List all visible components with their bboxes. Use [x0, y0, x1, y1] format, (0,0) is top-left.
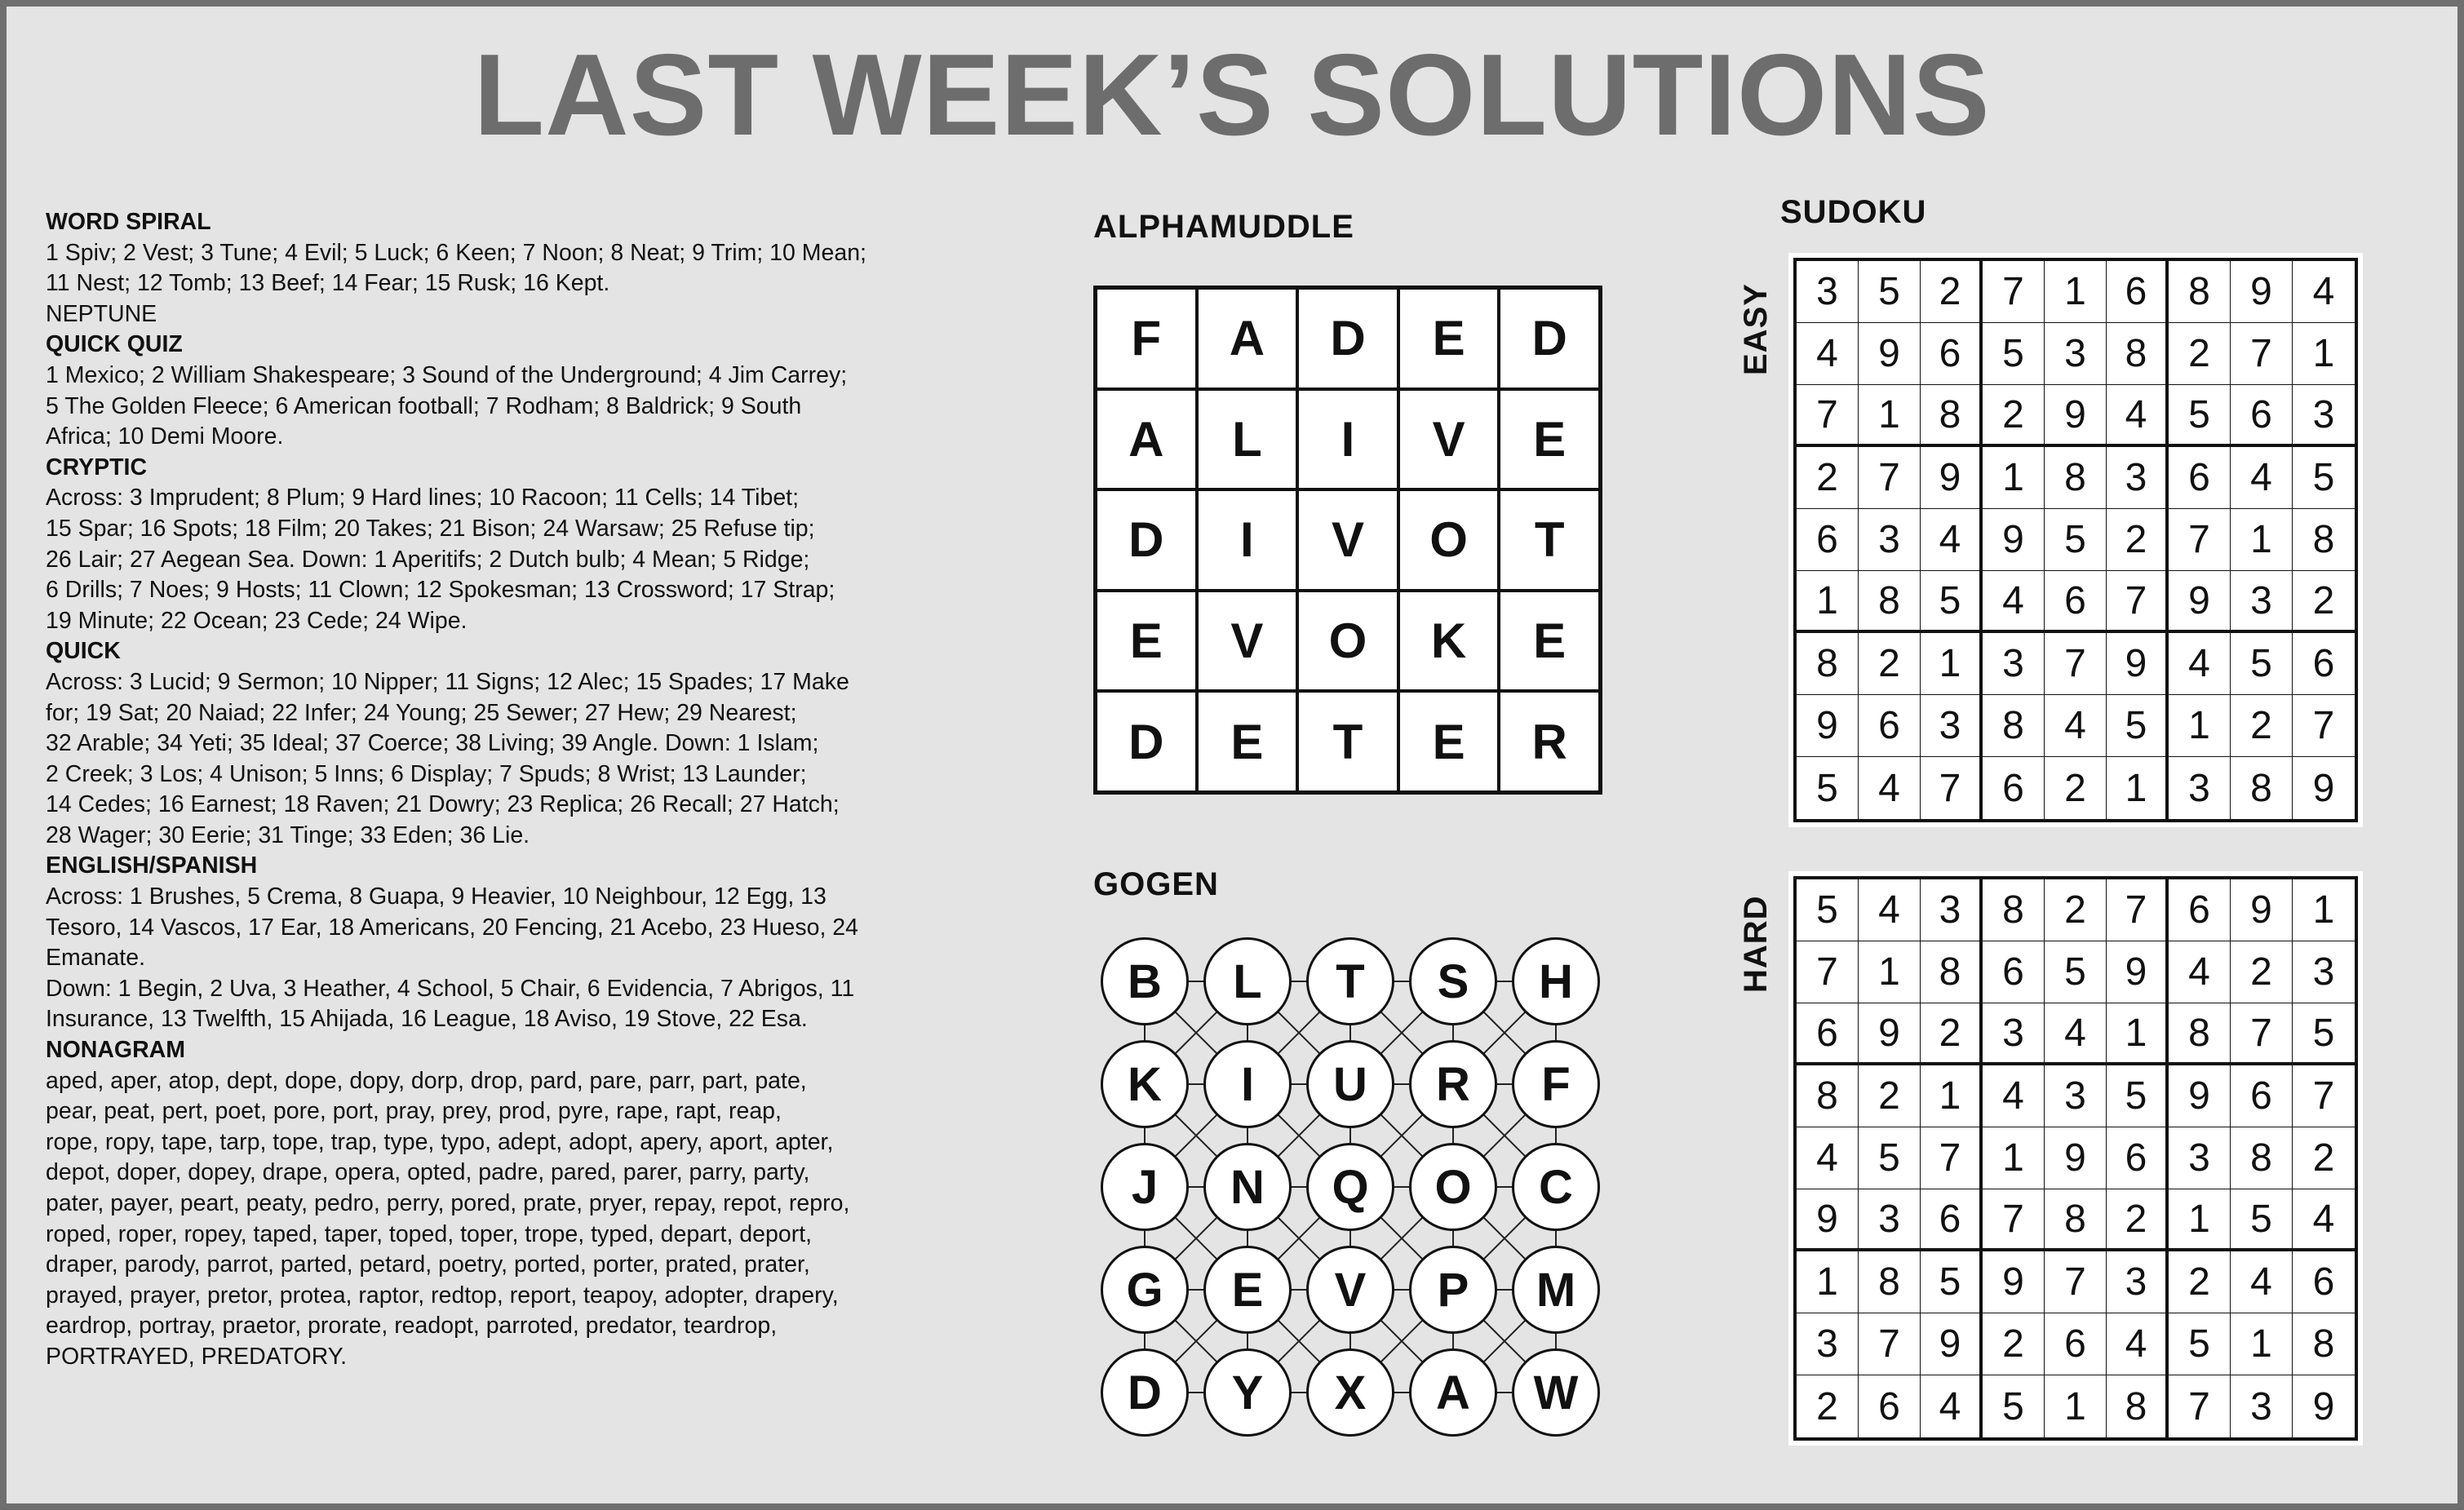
section-text-line: 26 Lair; 27 Aegean Sea. Down: 1 Aperitifs; 2 Dutch bulb; 4 Mean; 5 Ridge; [46, 546, 810, 573]
sudoku-heading: SUDOKU [1780, 194, 1927, 230]
sudoku-cell: 4 [2231, 447, 2293, 509]
sudoku-cell: 4 [1859, 879, 1921, 941]
section-text-line: prayed, prayer, pretor, protea, raptor, redtop, report, teapoy, adopter, drapery, [46, 1282, 839, 1309]
sudoku-cell: 1 [2231, 1313, 2293, 1375]
sudoku-cell: 8 [2107, 1375, 2169, 1437]
sudoku-cell: 2 [2169, 323, 2231, 385]
gogen-letter-node: X [1306, 1348, 1394, 1437]
sudoku-cell: 5 [2231, 1189, 2293, 1251]
alphamuddle-grid [1093, 286, 1602, 795]
sudoku-cell: 9 [1859, 323, 1921, 385]
sudoku-cell: 6 [1983, 757, 2045, 819]
sudoku-cell: 9 [2312, 1384, 2335, 1428]
sudoku-cell: 1 [1921, 633, 1983, 695]
alphamuddle-cell: R [1499, 691, 1600, 792]
sudoku-cell: 9 [2312, 766, 2335, 810]
sudoku-cell: 6 [2169, 879, 2231, 941]
sudoku-cell: 1 [2169, 695, 2231, 757]
section-heading: QUICK [46, 638, 121, 665]
sudoku-cell: 7 [1797, 385, 1859, 447]
sudoku-cell: 2 [1921, 1003, 1983, 1065]
sudoku-cell: 1 [2045, 1375, 2107, 1437]
sudoku-cell: 6 [2107, 261, 2169, 323]
gogen-letter-node: E [1203, 1246, 1292, 1334]
sudoku-cell: 9 [2107, 633, 2169, 695]
sudoku-cell: 6 [2231, 1065, 2293, 1127]
alphamuddle-cell: E [1499, 389, 1600, 490]
sudoku-easy-grid [1793, 258, 2358, 822]
section-text-line: Across: 3 Lucid; 9 Sermon; 10 Nipper; 11 Signs; 12 Alec; 15 Spades; 17 Make [46, 668, 849, 695]
section-text-line: Emanate. [46, 945, 145, 972]
sudoku-cell: 8 [2169, 1003, 2231, 1065]
alphamuddle-cell: A [1197, 288, 1298, 389]
sudoku-cell: 1 [2293, 323, 2355, 385]
section-heading: CRYPTIC [46, 454, 148, 480]
section-text-line: 1 Mexico; 2 William Shakespeare; 3 Sound of the Underground; 4 Jim Carrey; [46, 361, 848, 388]
sudoku-cell: 6 [1859, 695, 1921, 757]
sudoku-cell: 3 [1983, 633, 2045, 695]
alphamuddle-cell: T [1499, 489, 1600, 591]
sudoku-cell: 4 [2293, 1189, 2355, 1251]
section-text-line: PORTRAYED, PREDATORY. [46, 1343, 348, 1370]
section-heading: WORD SPIRAL [46, 209, 211, 235]
sudoku-cell: 9 [2107, 941, 2169, 1003]
sudoku-cell: 3 [1921, 695, 1983, 757]
sudoku-hard-label: HARD [1738, 895, 1774, 993]
page-title: LAST WEEK’S SOLUTIONS [473, 30, 1991, 160]
sudoku-cell: 9 [2231, 261, 2293, 323]
gogen-letter-node: B [1101, 937, 1189, 1025]
section-text-line: for; 19 Sat; 20 Naiad; 22 Infer; 24 Young; 25 Sewer; 27 Hew; 29 Nearest; [46, 699, 797, 726]
sudoku-cell: 3 [2293, 385, 2355, 447]
section-text-line: 11 Nest; 12 Tomb; 13 Beef; 14 Fear; 15 Rusk; 16 Kept. [46, 270, 610, 297]
sudoku-cell: 1 [2231, 509, 2293, 571]
sudoku-cell: 3 [1859, 509, 1921, 571]
sudoku-cell: 6 [2045, 571, 2107, 633]
alphamuddle-cell: V [1398, 389, 1500, 490]
sudoku-cell: 3 [2107, 447, 2169, 509]
gogen-grid [1093, 930, 1607, 1444]
gogen-letter-node: P [1409, 1246, 1497, 1334]
alphamuddle-cell: O [1398, 489, 1500, 591]
sudoku-cell: 7 [2107, 879, 2169, 941]
sudoku-cell: 5 [2231, 633, 2293, 695]
sudoku-cell: 1 [1859, 941, 1921, 1003]
sudoku-cell: 2 [2231, 695, 2293, 757]
sudoku-cell: 6 [1859, 1375, 1921, 1437]
section-text-line: 14 Cedes; 16 Earnest; 18 Raven; 21 Dowry; 23 Replica; 26 Recall; 27 Hatch; [46, 791, 840, 818]
alphamuddle-cell: T [1297, 691, 1398, 792]
sudoku-cell: 9 [2045, 385, 2107, 447]
gogen-heading: GOGEN [1093, 866, 1219, 902]
sudoku-cell: 7 [1921, 1127, 1983, 1189]
section-text-line: draper, parody, parrot, parted, petard, poetry, ported, porter, prated, prater, [46, 1251, 810, 1278]
sudoku-cell: 2 [1859, 633, 1921, 695]
sudoku-cell: 1 [2107, 1003, 2169, 1065]
sudoku-cell: 9 [1983, 509, 2045, 571]
sudoku-cell: 1 [1859, 385, 1921, 447]
gogen-letter-node: L [1203, 937, 1292, 1025]
sudoku-cell: 8 [2169, 261, 2231, 323]
sudoku-cell: 1 [1983, 447, 2045, 509]
sudoku-cell: 6 [1921, 323, 1983, 385]
gogen-letter-node: T [1306, 937, 1394, 1025]
sudoku-cell: 9 [1921, 1313, 1983, 1375]
sudoku-cell: 8 [1983, 695, 2045, 757]
section-text-line: 32 Arable; 34 Yeti; 35 Ideal; 37 Coerce; 38 Living; 39 Angle. Down: 1 Islam; [46, 730, 819, 757]
alphamuddle-cell: I [1197, 489, 1298, 591]
sudoku-cell: 7 [1859, 447, 1921, 509]
gogen-letter-node: Y [1203, 1348, 1292, 1437]
section-text-line: depot, doper, dopey, drape, opera, opted, padre, pared, parer, parry, party, [46, 1159, 810, 1186]
sudoku-cell: 4 [2045, 1003, 2107, 1065]
sudoku-cell: 2 [2107, 509, 2169, 571]
sudoku-cell: 8 [2293, 509, 2355, 571]
sudoku-cell: 7 [2045, 1251, 2107, 1313]
sudoku-cell: 4 [1983, 571, 2045, 633]
sudoku-cell: 7 [1797, 941, 1859, 1003]
sudoku-cell: 7 [2293, 695, 2355, 757]
sudoku-cell: 9 [1921, 447, 1983, 509]
sudoku-cell: 8 [1859, 1251, 1921, 1313]
sudoku-cell: 3 [1859, 1189, 1921, 1251]
gogen-letter-node: M [1512, 1246, 1600, 1334]
sudoku-cell: 8 [1797, 633, 1859, 695]
alphamuddle-cell: A [1096, 389, 1197, 490]
alphamuddle-cell: D [1096, 489, 1197, 591]
sudoku-cell: 8 [2231, 757, 2293, 819]
sudoku-cell: 5 [2107, 1065, 2169, 1127]
sudoku-cell: 9 [2169, 571, 2231, 633]
sudoku-cell: 6 [2231, 385, 2293, 447]
sudoku-cell: 5 [1921, 571, 1983, 633]
sudoku-cell: 2 [1797, 1375, 1859, 1437]
sudoku-cell: 4 [2107, 1313, 2169, 1375]
sudoku-cell: 2 [2169, 1251, 2231, 1313]
sudoku-cell: 4 [2169, 633, 2231, 695]
sudoku-cell: 7 [2231, 323, 2293, 385]
sudoku-cell: 7 [2231, 1003, 2293, 1065]
alphamuddle-cell: E [1499, 591, 1600, 692]
section-text-line: 5 The Golden Fleece; 6 American football; 7 Rodham; 8 Baldrick; 9 South [46, 392, 802, 419]
sudoku-cell: 9 [1859, 1003, 1921, 1065]
gogen-letter-node: I [1203, 1040, 1292, 1128]
sudoku-cell: 2 [1983, 1313, 2045, 1375]
sudoku-cell: 1 [1983, 1127, 2045, 1189]
sudoku-cell: 1 [2293, 879, 2355, 941]
sudoku-cell: 7 [2293, 1065, 2355, 1127]
section-text-line: eardrop, portray, praetor, prorate, readopt, parroted, predator, teardrop, [46, 1313, 778, 1340]
sudoku-cell: 9 [2169, 1065, 2231, 1127]
sudoku-cell: 3 [2045, 1065, 2107, 1127]
sudoku-cell: 6 [2293, 633, 2355, 695]
gogen-letter-node: S [1409, 937, 1497, 1025]
sudoku-cell: 6 [1797, 509, 1859, 571]
sudoku-easy-label: EASY [1738, 283, 1774, 375]
sudoku-cell: 5 [2169, 385, 2231, 447]
section-text-line: Insurance, 13 Twelfth, 15 Ahijada, 16 League, 18 Aviso, 19 Stove, 22 Esa. [46, 1006, 808, 1033]
sudoku-cell: 4 [1797, 323, 1859, 385]
gogen-letter-node: W [1512, 1348, 1600, 1437]
sudoku-cell: 3 [2169, 757, 2231, 819]
sudoku-cell: 4 [1797, 1127, 1859, 1189]
sudoku-cell: 3 [2231, 571, 2293, 633]
section-text-line: Tesoro, 14 Vascos, 17 Ear, 18 Americans, 20 Fencing, 21 Acebo, 23 Hueso, 24 [46, 914, 858, 941]
sudoku-cell: 3 [1797, 1313, 1859, 1375]
sudoku-cell: 9 [1983, 1251, 2045, 1313]
section-text-line: Across: 3 Imprudent; 8 Plum; 9 Hard lines; 10 Racoon; 11 Cells; 14 Tibet; [46, 485, 800, 511]
sudoku-cell: 2 [2045, 879, 2107, 941]
solutions-text-column [46, 207, 984, 1373]
sudoku-cell: 2 [2231, 941, 2293, 1003]
sudoku-cell: 1 [1921, 1065, 1983, 1127]
sudoku-cell: 1 [2169, 1189, 2231, 1251]
sudoku-cell: 8 [2293, 1313, 2355, 1375]
gogen-letter-node: R [1409, 1040, 1497, 1128]
sudoku-cell: 5 [1983, 323, 2045, 385]
sudoku-cell: 8 [1859, 571, 1921, 633]
sudoku-cell: 1 [2045, 261, 2107, 323]
gogen-letter-node: D [1101, 1348, 1189, 1437]
gogen-letter-node: F [1512, 1040, 1600, 1128]
gogen-letter-node: N [1203, 1143, 1292, 1231]
sudoku-cell: 9 [1797, 695, 1859, 757]
gogen-letter-node: U [1306, 1040, 1394, 1128]
alphamuddle-cell: D [1297, 288, 1398, 389]
sudoku-cell: 2 [1797, 447, 1859, 509]
sudoku-cell: 6 [1797, 1003, 1859, 1065]
section-text-line: aped, aper, atop, dept, dope, dopy, dorp, drop, pard, pare, parr, part, pate, [46, 1067, 807, 1094]
sudoku-cell: 5 [2107, 695, 2169, 757]
sudoku-cell: 2 [1859, 1065, 1921, 1127]
section-text-line: Across: 1 Brushes, 5 Crema, 8 Guapa, 9 Heavier, 10 Neighbour, 12 Egg, 13 [46, 883, 827, 910]
gogen-letter-node: H [1512, 937, 1600, 1025]
alphamuddle-cell: K [1398, 591, 1500, 692]
sudoku-cell: 7 [1983, 261, 2045, 323]
section-text-line: pater, payer, peart, peaty, pedro, perry, pored, prate, pryer, repay, repot, repro, [46, 1190, 850, 1216]
alphamuddle-cell: L [1197, 389, 1298, 490]
sudoku-cell: 4 [2107, 385, 2169, 447]
gogen-letter-node: V [1306, 1246, 1394, 1334]
alphamuddle-cell: E [1096, 591, 1197, 692]
sudoku-cell: 8 [2231, 1127, 2293, 1189]
gogen-letter-node: O [1409, 1143, 1497, 1231]
sudoku-cell: 1 [1797, 571, 1859, 633]
section-text-line: Africa; 10 Demi Moore. [46, 423, 284, 450]
sudoku-cell: 7 [1921, 757, 1983, 819]
sudoku-cell: 3 [1921, 879, 1983, 941]
sudoku-cell: 6 [2107, 1127, 2169, 1189]
sudoku-cell: 8 [1921, 941, 1983, 1003]
sudoku-cell: 2 [2293, 571, 2355, 633]
sudoku-cell: 7 [2107, 571, 2169, 633]
sudoku-cell: 4 [2293, 261, 2355, 323]
sudoku-cell: 5 [2293, 447, 2355, 509]
sudoku-cell: 9 [1797, 1189, 1859, 1251]
sudoku-cell: 8 [1797, 1065, 1859, 1127]
sudoku-cell: 3 [1797, 261, 1859, 323]
sudoku-cell: 7 [1983, 1189, 2045, 1251]
section-text-line: 28 Wager; 30 Eerie; 31 Tinge; 33 Eden; 36 Lie. [46, 821, 530, 848]
sudoku-cell: 8 [2045, 1189, 2107, 1251]
sudoku-cell: 9 [2231, 879, 2293, 941]
alphamuddle-cell: D [1499, 288, 1600, 389]
sudoku-cell: 8 [1983, 879, 2045, 941]
sudoku-cell: 7 [2045, 633, 2107, 695]
sudoku-cell: 8 [2045, 447, 2107, 509]
sudoku-cell: 2 [1921, 261, 1983, 323]
gogen-letter-node: A [1409, 1348, 1497, 1437]
sudoku-cell: 2 [2107, 1189, 2169, 1251]
gogen-letter-node: G [1101, 1246, 1189, 1334]
section-text-line: roped, roper, ropey, taped, taper, toped, toper, trope, typed, depart, deport, [46, 1220, 813, 1247]
alphamuddle-cell: E [1398, 288, 1500, 389]
sudoku-cell: 3 [2045, 323, 2107, 385]
alphamuddle-cell: V [1197, 591, 1298, 692]
sudoku-cell: 6 [1921, 1189, 1983, 1251]
sudoku-cell: 8 [1921, 385, 1983, 447]
sudoku-cell: 2 [1983, 385, 2045, 447]
sudoku-cell: 5 [2045, 509, 2107, 571]
sudoku-cell: 8 [2107, 323, 2169, 385]
section-text-line: Down: 1 Begin, 2 Uva, 3 Heather, 4 School, 5 Chair, 6 Evidencia, 7 Abrigos, 11 [46, 975, 855, 1002]
sudoku-cell: 4 [1859, 757, 1921, 819]
sudoku-cell: 5 [1859, 261, 1921, 323]
sudoku-easy [1788, 253, 2363, 827]
sudoku-cell: 6 [2293, 1251, 2355, 1313]
gogen-letter-node: C [1512, 1143, 1600, 1231]
sudoku-cell: 6 [1983, 941, 2045, 1003]
sudoku-cell: 3 [2107, 1251, 2169, 1313]
alphamuddle-cell: D [1096, 691, 1197, 792]
section-heading: QUICK QUIZ [46, 331, 183, 358]
sudoku-cell: 5 [1983, 1375, 2045, 1437]
sudoku-cell: 5 [1859, 1127, 1921, 1189]
sudoku-cell: 4 [1983, 1065, 2045, 1127]
section-text-line: 19 Minute; 22 Ocean; 23 Cede; 24 Wipe. [46, 607, 468, 634]
sudoku-cell: 5 [2293, 1003, 2355, 1065]
sudoku-cell: 6 [2045, 1313, 2107, 1375]
sudoku-cell: 2 [2293, 1127, 2355, 1189]
alphamuddle-cell: V [1297, 489, 1398, 591]
sudoku-hard [1788, 871, 2363, 1446]
section-text-line: 15 Spar; 16 Spots; 18 Film; 20 Takes; 21 Bison; 24 Warsaw; 25 Refuse tip; [46, 515, 815, 542]
sudoku-cell: 4 [2231, 1251, 2293, 1313]
sudoku-cell: 3 [1983, 1003, 2045, 1065]
sudoku-cell: 9 [2045, 1127, 2107, 1189]
sudoku-cell: 3 [2169, 1127, 2231, 1189]
sudoku-cell: 1 [1797, 1251, 1859, 1313]
section-text-line: pear, peat, pert, poet, pore, port, pray, prey, prod, pyre, rape, rapt, reap, [46, 1098, 782, 1125]
section-heading: NONAGRAM [46, 1037, 185, 1064]
sudoku-cell: 5 [1797, 757, 1859, 819]
gogen-letter-node: Q [1306, 1143, 1394, 1231]
sudoku-cell: 7 [2169, 1375, 2231, 1437]
alphamuddle-cell: O [1297, 591, 1398, 692]
sudoku-cell: 2 [2045, 757, 2107, 819]
alphamuddle-cell: E [1197, 691, 1298, 792]
section-text-line: rope, ropy, tape, tarp, tope, trap, type, typo, adept, adopt, apery, aport, apter, [46, 1128, 834, 1155]
alphamuddle-cell: E [1398, 691, 1500, 792]
sudoku-cell: 4 [2045, 695, 2107, 757]
alphamuddle-heading: ALPHAMUDDLE [1093, 209, 1354, 245]
section-text-line: 2 Creek; 3 Los; 4 Unison; 5 Inns; 6 Display; 7 Spuds; 8 Wrist; 13 Launder; [46, 760, 807, 787]
alphamuddle-cell: F [1096, 288, 1197, 389]
sudoku-cell: 5 [1797, 879, 1859, 941]
sudoku-cell: 3 [2231, 1375, 2293, 1437]
sudoku-cell: 1 [2107, 757, 2169, 819]
sudoku-cell: 3 [2293, 941, 2355, 1003]
sudoku-cell: 7 [2169, 509, 2231, 571]
sudoku-cell: 7 [1859, 1313, 1921, 1375]
sudoku-cell: 4 [2169, 941, 2231, 1003]
gogen-letter-node: K [1101, 1040, 1189, 1128]
sudoku-cell: 6 [2169, 447, 2231, 509]
section-text-line: NEPTUNE [46, 300, 157, 327]
section-heading: ENGLISH/SPANISH [46, 852, 258, 879]
sudoku-cell: 4 [1921, 509, 1983, 571]
sudoku-cell: 5 [2169, 1313, 2231, 1375]
gogen-letter-node: J [1101, 1143, 1189, 1231]
alphamuddle-cell: I [1297, 389, 1398, 490]
section-text-line: 1 Spiv; 2 Vest; 3 Tune; 4 Evil; 5 Luck; 6 Keen; 7 Noon; 8 Neat; 9 Trim; 10 Mean; [46, 239, 866, 266]
sudoku-cell: 5 [1921, 1251, 1983, 1313]
section-text-line: 6 Drills; 7 Noes; 9 Hosts; 11 Clown; 12 Spokesman; 13 Crossword; 17 Strap; [46, 577, 835, 604]
sudoku-cell: 4 [1921, 1375, 1983, 1437]
sudoku-cell: 5 [2045, 941, 2107, 1003]
sudoku-hard-grid [1793, 876, 2358, 1441]
